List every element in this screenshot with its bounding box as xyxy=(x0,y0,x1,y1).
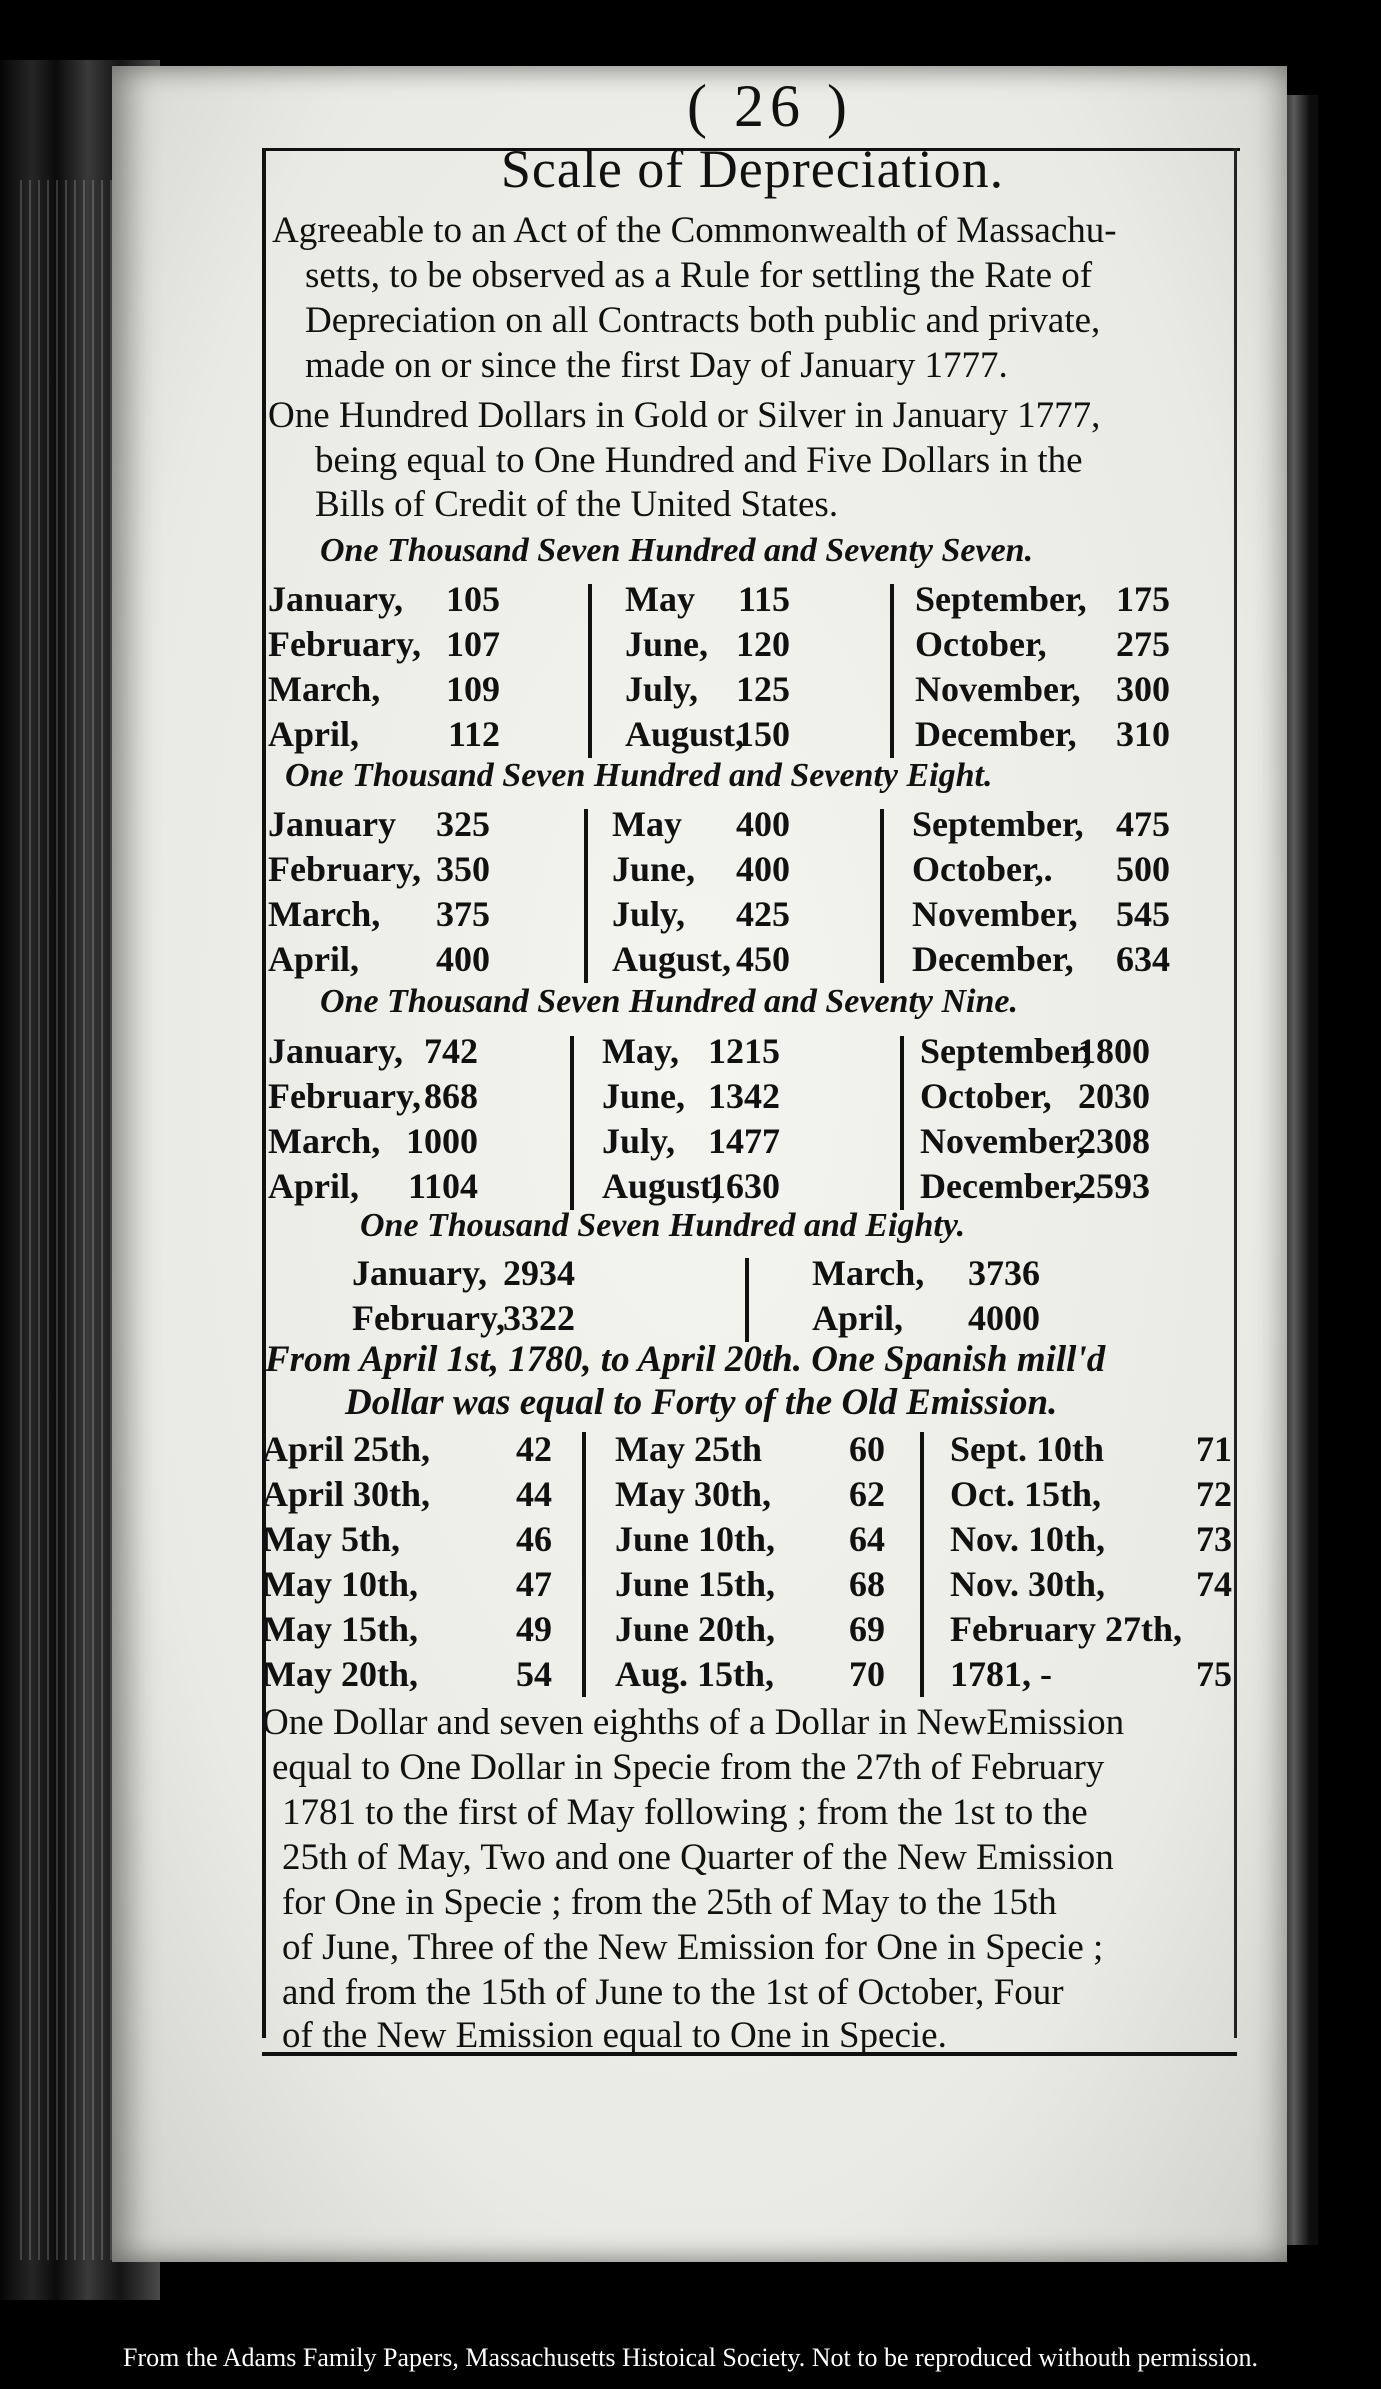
depreciation-value: 1000 xyxy=(406,1121,478,1161)
month-label: December, xyxy=(915,714,1077,754)
depreciation-value: 1630 xyxy=(708,1166,780,1206)
column-divider xyxy=(582,1432,586,1697)
depreciation-value: 120 xyxy=(736,624,790,664)
date-label: June 10th, xyxy=(615,1519,776,1559)
date-label: May 5th, xyxy=(262,1519,400,1559)
date-label: May 10th, xyxy=(262,1564,418,1604)
closing-line: for One in Specie ; from the 25th of May to the 15th xyxy=(282,1882,1057,1923)
closing-line: 1781 to the first of May following ; from the 1st to the xyxy=(282,1792,1088,1833)
year-heading-1780: One Thousand Seven Hundred and Eighty. xyxy=(360,1207,966,1244)
depreciation-value: 1477 xyxy=(708,1121,780,1161)
emission-note-line: Dollar was equal to Forty of the Old Emission. xyxy=(345,1382,1058,1423)
equivalence-line: being equal to One Hundred and Five Dollars in the xyxy=(315,440,1083,481)
month-label: January, xyxy=(268,579,404,619)
date-label: May 25th xyxy=(615,1429,762,1469)
month-label: January, xyxy=(268,1031,404,1071)
closing-line: and from the 15th of June to the 1st of October, Four xyxy=(282,1972,1064,2013)
column-divider xyxy=(920,1432,924,1697)
intro-line: setts, to be observed as a Rule for settling the Rate of xyxy=(305,255,1093,296)
column-divider xyxy=(570,1036,574,1210)
emission-value: 69 xyxy=(849,1609,885,1649)
depreciation-value: 1104 xyxy=(407,1166,478,1206)
depreciation-value: 2308 xyxy=(1078,1121,1150,1161)
month-label: December, xyxy=(920,1166,1082,1206)
month-label: March, xyxy=(812,1253,925,1293)
depreciation-value: 350 xyxy=(436,849,490,889)
page-title: Scale of Depreciation. xyxy=(500,139,1005,199)
emission-value: 70 xyxy=(849,1654,885,1694)
month-label: November, xyxy=(915,669,1081,709)
depreciation-value: 325 xyxy=(436,804,490,844)
emission-value: 42 xyxy=(516,1429,552,1469)
depreciation-value: 375 xyxy=(436,894,490,934)
date-label: May 30th, xyxy=(615,1474,771,1514)
month-label: September, xyxy=(920,1031,1092,1071)
emission-note-line: From April 1st, 1780, to April 20th. One Spanish mill'd xyxy=(265,1339,1106,1380)
month-label: February, xyxy=(268,1076,421,1116)
depreciation-value: 868 xyxy=(424,1076,478,1116)
depreciation-value: 112 xyxy=(447,714,500,754)
depreciation-value: 450 xyxy=(736,939,790,979)
date-label: April 30th, xyxy=(262,1474,431,1514)
depreciation-value: 2593 xyxy=(1078,1166,1150,1206)
month-label: May xyxy=(625,579,695,619)
month-label: January, xyxy=(352,1253,488,1293)
depreciation-value: 3736 xyxy=(968,1253,1040,1293)
depreciation-value: 475 xyxy=(1116,804,1170,844)
month-label: February, xyxy=(268,849,421,889)
depreciation-value: 300 xyxy=(1116,669,1170,709)
page-number: ( 26 ) xyxy=(687,73,853,139)
month-label: December, xyxy=(912,939,1074,979)
depreciation-value: 107 xyxy=(446,624,500,664)
column-divider xyxy=(584,809,588,983)
depreciation-value: 125 xyxy=(736,669,790,709)
depreciation-value: 1800 xyxy=(1078,1031,1150,1071)
date-label: June 20th, xyxy=(615,1609,776,1649)
depreciation-value: 400 xyxy=(436,939,490,979)
date-label: Oct. 15th, xyxy=(950,1474,1101,1514)
depreciation-value: 109 xyxy=(446,669,500,709)
emission-value: 71 xyxy=(1196,1429,1232,1469)
month-label: March, xyxy=(268,1121,381,1161)
column-divider xyxy=(588,584,592,758)
depreciation-value: 400 xyxy=(736,804,790,844)
month-label: June, xyxy=(612,849,696,889)
closing-line: 25th of May, Two and one Quarter of the New Emission xyxy=(282,1837,1114,1878)
month-label: April, xyxy=(268,939,360,979)
date-label: May 20th, xyxy=(262,1654,418,1694)
month-label: August, xyxy=(602,1166,722,1206)
month-label: October, xyxy=(915,624,1047,664)
depreciation-value: 3322 xyxy=(503,1298,575,1338)
month-label: August, xyxy=(612,939,732,979)
date-label: May 15th, xyxy=(262,1609,418,1649)
depreciation-value: 175 xyxy=(1116,579,1170,619)
intro-line: made on or since the first Day of January 1777. xyxy=(305,345,1008,386)
depreciation-value: 310 xyxy=(1116,714,1170,754)
year-heading-1779: One Thousand Seven Hundred and Seventy Nine. xyxy=(320,983,1018,1020)
month-label: June, xyxy=(625,624,709,664)
emission-value: 47 xyxy=(516,1564,552,1604)
closing-line: of June, Three of the New Emission for One in Specie ; xyxy=(282,1927,1104,1968)
depreciation-value: 545 xyxy=(1116,894,1170,934)
month-label: May, xyxy=(602,1031,679,1071)
date-label: February 27th, xyxy=(950,1609,1182,1649)
month-label: July, xyxy=(612,894,686,934)
month-label: November, xyxy=(920,1121,1086,1161)
emission-value: 73 xyxy=(1196,1519,1232,1559)
column-divider xyxy=(890,584,894,758)
emission-value: 44 xyxy=(516,1474,552,1514)
month-label: April, xyxy=(812,1298,904,1338)
emission-value: 62 xyxy=(849,1474,885,1514)
depreciation-value: 4000 xyxy=(968,1298,1040,1338)
month-label: October, xyxy=(920,1076,1052,1116)
month-label: January xyxy=(268,804,397,844)
month-label: March, xyxy=(268,669,381,709)
month-label: April, xyxy=(268,1166,360,1206)
closing-line: of the New Emission equal to One in Specie. xyxy=(282,2015,947,2056)
emission-value: 72 xyxy=(1196,1474,1232,1514)
depreciation-value: 2934 xyxy=(503,1253,575,1293)
month-label: August, xyxy=(625,714,745,754)
month-label: July, xyxy=(625,669,699,709)
date-label: Sept. 10th xyxy=(950,1429,1105,1469)
date-label: June 15th, xyxy=(615,1564,776,1604)
frame-rule-right xyxy=(1234,148,1237,2038)
equivalence-line: Bills of Credit of the United States. xyxy=(315,484,839,525)
year-heading-1777: One Thousand Seven Hundred and Seventy Seven. xyxy=(320,532,1034,569)
date-label: 1781, - xyxy=(950,1654,1052,1694)
emission-value: 49 xyxy=(516,1609,552,1649)
month-label: October,. xyxy=(912,849,1053,889)
month-label: February, xyxy=(268,624,421,664)
month-label: June, xyxy=(602,1076,686,1116)
depreciation-value: 275 xyxy=(1116,624,1170,664)
month-label: February, xyxy=(352,1298,505,1338)
date-label: Nov. 30th, xyxy=(950,1564,1106,1604)
column-divider xyxy=(880,809,884,983)
depreciation-value: 1342 xyxy=(708,1076,780,1116)
depreciation-value: 425 xyxy=(736,894,790,934)
emission-value: 60 xyxy=(849,1429,885,1469)
copyright-footer: From the Adams Family Papers, Massachusetts Histoical Society. Not to be reproduced withouth permission. xyxy=(123,2343,1258,2372)
month-label: September, xyxy=(915,579,1087,619)
emission-value: 54 xyxy=(516,1654,552,1694)
emission-value: 68 xyxy=(849,1564,885,1604)
date-label: April 25th, xyxy=(262,1429,431,1469)
month-label: March, xyxy=(268,894,381,934)
frame-rule-left xyxy=(262,148,266,2038)
year-heading-1778: One Thousand Seven Hundred and Seventy Eight. xyxy=(285,757,993,794)
emission-value: 46 xyxy=(516,1519,552,1559)
equivalence-line: One Hundred Dollars in Gold or Silver in January 1777, xyxy=(268,395,1101,436)
date-label: Nov. 10th, xyxy=(950,1519,1106,1559)
depreciation-value: 1215 xyxy=(708,1031,780,1071)
intro-line: Agreeable to an Act of the Commonwealth of Massachu- xyxy=(272,210,1117,251)
depreciation-value: 150 xyxy=(736,714,790,754)
closing-line: One Dollar and seven eighths of a Dollar in NewEmission xyxy=(262,1702,1125,1743)
intro-line: Depreciation on all Contracts both public and private, xyxy=(305,300,1101,341)
depreciation-value: 742 xyxy=(424,1031,478,1071)
month-label: July, xyxy=(602,1121,676,1161)
month-label: September, xyxy=(912,804,1084,844)
closing-line: equal to One Dollar in Specie from the 27th of February xyxy=(272,1747,1105,1788)
depreciation-value: 634 xyxy=(1116,939,1170,979)
column-divider xyxy=(900,1036,904,1210)
depreciation-value: 500 xyxy=(1116,849,1170,889)
depreciation-value: 2030 xyxy=(1078,1076,1150,1116)
emission-value: 74 xyxy=(1196,1564,1232,1604)
depreciation-value: 115 xyxy=(737,579,790,619)
date-label: Aug. 15th, xyxy=(615,1654,775,1694)
column-divider xyxy=(745,1258,749,1342)
month-label: November, xyxy=(912,894,1078,934)
depreciation-value: 400 xyxy=(736,849,790,889)
month-label: May xyxy=(612,804,682,844)
emission-value: 64 xyxy=(849,1519,885,1559)
depreciation-value: 105 xyxy=(446,579,500,619)
month-label: April, xyxy=(268,714,360,754)
emission-value: 75 xyxy=(1196,1654,1232,1694)
